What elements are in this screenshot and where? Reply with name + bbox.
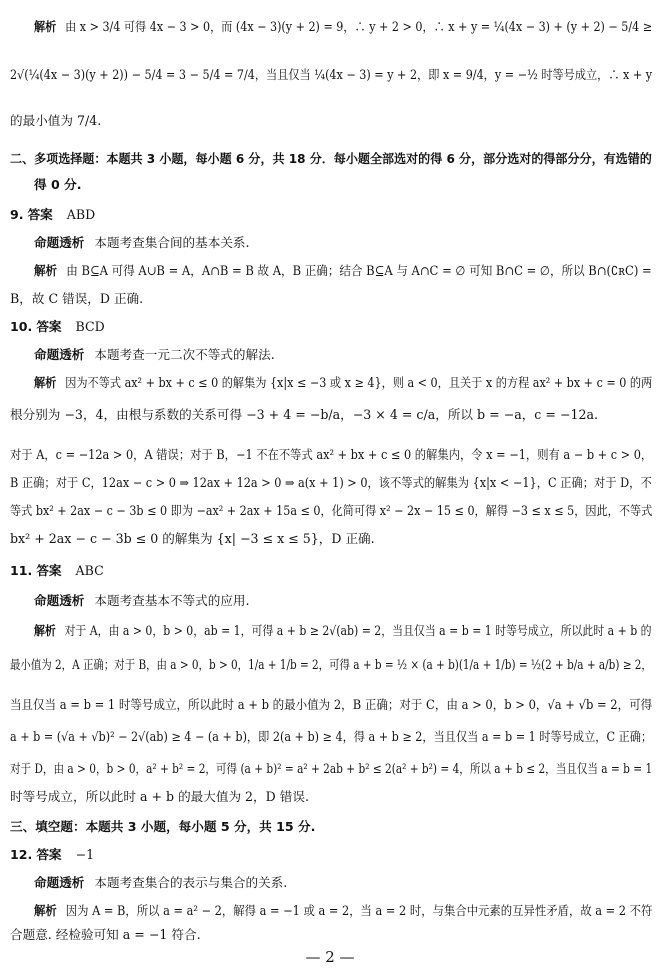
q9-number: 9. (10, 207, 24, 222)
q10-touxi-line: 命题透析 本题考查一元二次不等式的解法. (34, 347, 275, 362)
section-3-heading: 三、填空题：本题共 3 小题，每小题 5 分，共 15 分. (10, 819, 316, 834)
q11-analysis-line-3: 当且仅当 a = b = 1 时等号成立，所以此时 a + b 的最小值为 2，B 正确；对于 C，由 a > 0，b > 0，√a + √b = 2，可得 (10, 697, 653, 712)
q12-answer: −1 (75, 847, 95, 862)
q11-analysis-line-1: 解析 对于 A，由 a > 0，b > 0，ab = 1，可得 a + b ≥ 2√(ab) = 2，当且仅当 a = b = 1 时等号成立，所以此时 a + b 的 (34, 623, 652, 638)
analysis-label: 解析 (34, 623, 56, 638)
q12-analysis-line-1: 解析 因为 A = B，所以 a = a² − 2，解得 a = −1 或 a = 2，当 a = 2 时，与集合中元素的互异性矛盾，故 a = 2 不符 (34, 903, 653, 918)
q12-number: 12. (10, 847, 33, 862)
q10-analysis-line-1: 解析 因为不等式 ax² + bx + c ≤ 0 的解集为 {x|x ≤ −3 或 x ≥ 4}，则 a < 0，且关于 x 的方程 ax² + bx + c = 0 的两 (34, 375, 653, 390)
q11-analysis-line-6: 时等号成立，所以此时 a + b 的最大值为 2，D 错误. (10, 789, 309, 804)
analysis-label: 解析 (34, 263, 58, 278)
q10-analysis-line-6: bx² + 2ax − c − 3b ≤ 0 的解集为 {x| −3 ≤ x ≤ 5}，D 正确. (10, 531, 375, 546)
touxi-label: 命题透析 (34, 593, 85, 608)
q10-analysis-line-5: 等式 bx² + 2ax − c − 3b ≤ 0 即为 −ax² + 2ax + 15a ≤ 0，化简可得 x² − 2x − 15 ≤ 0，解得 −3 ≤ x ≤ 5，因此，不等式 (10, 503, 653, 518)
q10-number: 10. (10, 319, 33, 334)
answer-label: 答案 (36, 847, 62, 862)
q11-answer: ABC (75, 563, 104, 578)
touxi-label: 命题透析 (34, 235, 85, 250)
analysis-label: 解析 (34, 903, 57, 918)
touxi-label: 命题透析 (34, 347, 85, 362)
q9-answer-line (10, 206, 95, 224)
q9-analysis-line-1: 解析 由 B⊆A 可得 A∪B = A，A∩B = B 故 A，B 正确；结合 B⊆A 与 A∩C = ∅ 可知 B∩C = ∅，所以 B∩(∁ʀC) = (34, 263, 652, 278)
q11-touxi-line: 命题透析 本题考查基本不等式的应用. (34, 593, 250, 608)
q11-answer-line (10, 562, 104, 580)
q10-analysis-line-4: B 正确；对于 C，12ax − c > 0 ⇒ 12ax + 12a > 0 ⇒ a(x + 1) > 0，该不等式的解集为 {x|x < −1}，C 正确；对于 D，不 (10, 475, 652, 490)
q9-touxi: 本题考查集合间的基本关系. (94, 235, 250, 250)
top-analysis-line-3 (10, 112, 101, 130)
answer-label: 答案 (27, 207, 53, 222)
top-analysis-text-3: 的最小值为 7/4. (10, 113, 102, 128)
answer-label: 答案 (36, 563, 62, 578)
q12-touxi-line: 命题透析 本题考查集合的表示与集合的关系. (34, 875, 288, 890)
q9-analysis-line-2: B，故 C 错误，D 正确. (10, 291, 144, 306)
q10-answer: BCD (75, 319, 105, 334)
top-analysis-line-1 (34, 18, 652, 36)
q9-touxi-line (34, 234, 250, 252)
touxi-label: 命题透析 (34, 875, 85, 890)
top-analysis-text-1: 由 x > 3/4 可得 4x − 3 > 0，而 (4x − 3)(y + 2) = 9，∴ y + 2 > 0，∴ x + y = ¼(4x − 3) + (y + 2) − 5/4 ≥ (65, 19, 653, 34)
section-2-heading: 二、多项选择题：本题共 3 小题，每小题 6 分，共 18 分．每小题全部选对的得 6 分，部分选对的得部分分，有选错的 (10, 151, 652, 166)
analysis-label: 解析 (34, 375, 57, 390)
q10-analysis-line-3: 对于 A，c = −12a > 0，A 错误；对于 B，−1 不在不等式 ax² + bx + c ≤ 0 的解集内，令 x = −1，则有 a − b + c > 0， (10, 447, 653, 462)
page-number: — 2 — (305, 948, 355, 966)
q10-analysis-line-2: 根分别为 −3，4，由根与系数的关系可得 −3 + 4 = −b/a，−3 × 4 = c/a，所以 b = −a，c = −12a. (10, 407, 598, 422)
section-2-heading-cont: 得 0 分. (34, 177, 82, 192)
answer-label: 答案 (36, 319, 62, 334)
q12-answer-line (10, 846, 94, 864)
analysis-label: 解析 (34, 19, 57, 34)
top-analysis-line-2 (10, 66, 652, 84)
q11-analysis-line-2: 最小值为 2，A 正确；对于 B，由 a > 0，b > 0，1/a + 1/b = 2，可得 a + b = ½ × (a + b)(1/a + 1/b) = ½(2 + b/a + a/b) ≥ 2， (10, 657, 652, 672)
q9-answer: ABD (66, 207, 96, 222)
q10-answer-line (10, 318, 105, 336)
top-analysis-text-2: 2√(¼(4x − 3)(y + 2)) − 5/4 = 3 − 5/4 = 7/4，当且仅当 ¼(4x − 3) = y + 2，即 x = 9/4，y = −½ 时等号成立，∴ x + y (10, 67, 653, 82)
q11-analysis-line-5: 对于 D，由 a > 0，b > 0，a² + b² = 2，可得 (a + b)² = a² + 2ab + b² ≤ 2(a² + b²) = 4，所以 a + b ≤ 2，当且仅当 a = b = 1 (10, 761, 653, 776)
q11-number: 11. (10, 563, 33, 578)
q11-analysis-line-4: a + b = (√a + √b)² − 2√(ab) ≥ 4 − (a + b)，即 2(a + b) ≥ 4，得 a + b ≥ 2，当且仅当 a = b = 1 时等号成立，C 正确； (10, 729, 653, 744)
q12-analysis-line-2: 合题意. 经检验可知 a = −1 符合. (10, 927, 201, 942)
